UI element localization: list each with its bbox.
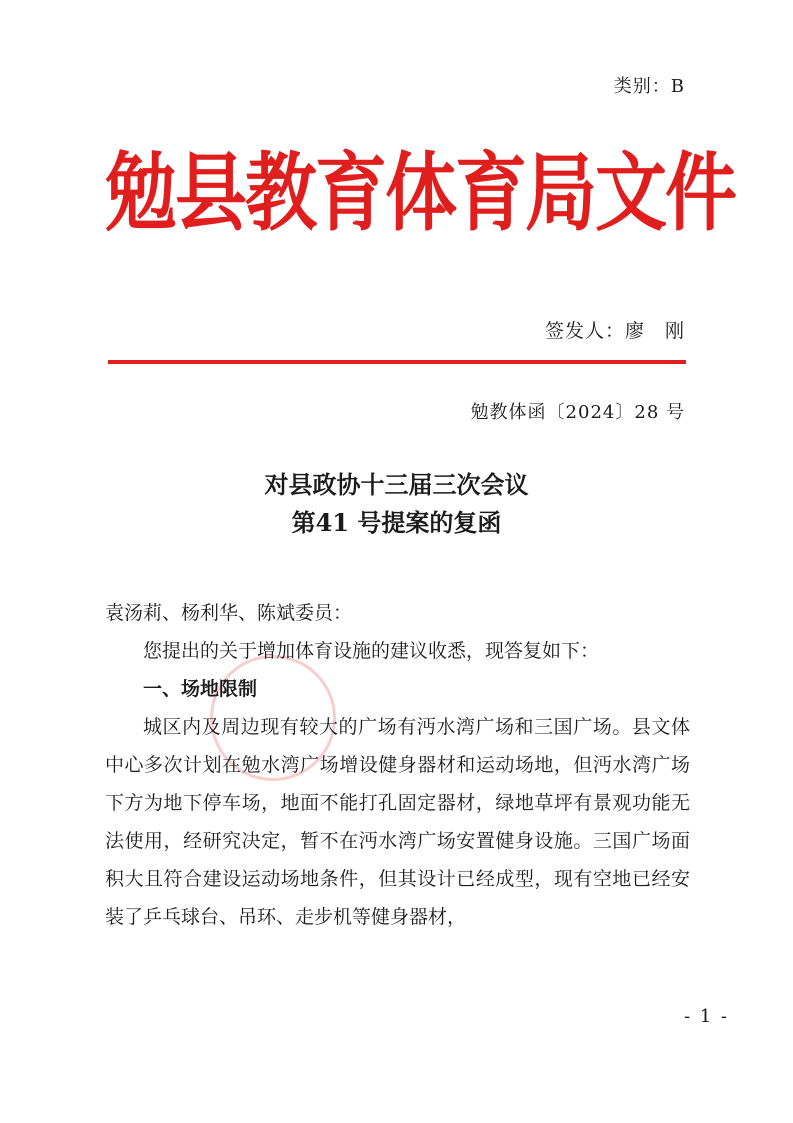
red-divider-line <box>108 360 686 364</box>
document-body <box>105 594 690 936</box>
document-header-title: 勉县教育体育局文件 <box>105 142 736 243</box>
section-1-paragraph: 城区内及周边现有较大的广场有沔水湾广场和三国广场。县文体中心多次计划在勉水湾广场增设健身器材和运动场地，但沔水湾广场下方为地下停车场，地面不能打孔固定器材，绿地草坪有景观功能无法使用，经研究决定，暂不在沔水湾广场安置健身设施。三国广场面积大且符合建设运动场地条件，但其设计已经成型，现有空地已经安装了乒乓球台、吊环、走步机等健身器材， <box>105 716 690 928</box>
page-number: - 1 - <box>683 1006 729 1027</box>
title-line-2: 第41 号提案的复函 <box>291 508 502 537</box>
document-category: 类别：B <box>613 76 685 97</box>
intro-paragraph: 您提出的关于增加体育设施的建议收悉，现答复如下： <box>143 640 600 662</box>
section-heading-1: 一、场地限制 <box>143 678 258 700</box>
salutation: 袁汤莉、杨利华、陈斌委员： <box>105 602 353 624</box>
document-title <box>0 466 793 542</box>
document-number: 勉教体函〔2024〕28 号 <box>470 402 685 423</box>
title-line-1: 对县政协十三届三次会议 <box>264 470 529 499</box>
issuer-signature: 签发人：廖 刚 <box>544 320 685 342</box>
